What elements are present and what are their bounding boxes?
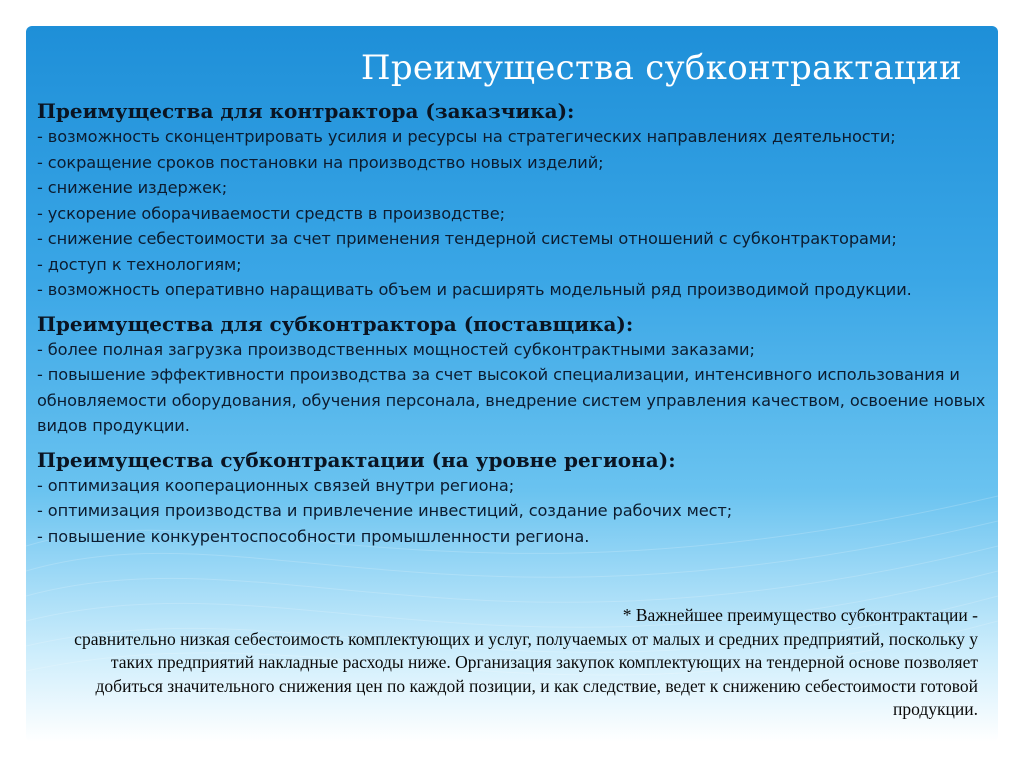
slide-background	[26, 26, 998, 742]
list-item: - ускорение оборачиваемости средств в производстве;	[37, 203, 505, 223]
bullet-list	[37, 337, 992, 439]
section-heading: Преимущества для контрактора (заказчика):	[37, 99, 575, 123]
section-subcontractor	[37, 311, 992, 439]
section-contractor	[37, 98, 992, 303]
list-item: - более полная загрузка производственных мощностей субконтрактными заказами;	[37, 339, 755, 359]
list-item: - повышение эффективности производства за счет высокой специализации, интенсивного использования и обновляемости оборудования, обучения персонала, внедрение систем управления качеством, освоение новых видов продукции.	[37, 365, 986, 435]
list-item: - оптимизация кооперационных связей внутри региона;	[37, 475, 515, 495]
list-item: - оптимизация производства и привлечение инвестиций, создание рабочих мест;	[37, 501, 733, 520]
section-region	[37, 447, 992, 550]
list-item: - повышение конкурентоспособности промышленности региона.	[37, 526, 590, 546]
footnote	[46, 604, 978, 722]
list-item: - доступ к технологиям;	[37, 254, 242, 274]
list-item: - возможность оперативно наращивать объем и расширять модельный ряд производимой продукции.	[37, 280, 912, 299]
list-item: - возможность сконцентрировать усилия и ресурсы на стратегических направлениях деятельности;	[37, 127, 896, 146]
section-heading: Преимущества для субконтрактора (поставщика):	[37, 311, 634, 336]
list-item: - сокращение сроков постановки на производство новых изделий;	[37, 152, 604, 172]
footnote-text: сравнительно низкая себестоимость комплектующих и услуг, получаемых от малых и средних предприятий, поскольку у таких предприятий накладные расходы ниже. Организация закупок комплектующих на тендерной основе позволяет добиться значительного снижения цен по каждой позиции, и как следствие, ведет к снижению себестоимости готовой продукции.	[74, 628, 978, 719]
footnote-lead: * Важнейшее преимущество субконтрактации -	[622, 605, 978, 625]
slide-title: Преимущества субконтрактации	[360, 48, 962, 88]
section-heading: Преимущества субконтрактации (на уровне региона):	[37, 447, 676, 472]
bullet-list	[37, 473, 992, 550]
content-body	[37, 98, 992, 549]
bullet-list	[37, 124, 992, 303]
list-item: - снижение издержек;	[37, 178, 228, 197]
list-item: - снижение себестоимости за счет применения тендерной системы отношений с субконтракторами;	[37, 229, 897, 248]
